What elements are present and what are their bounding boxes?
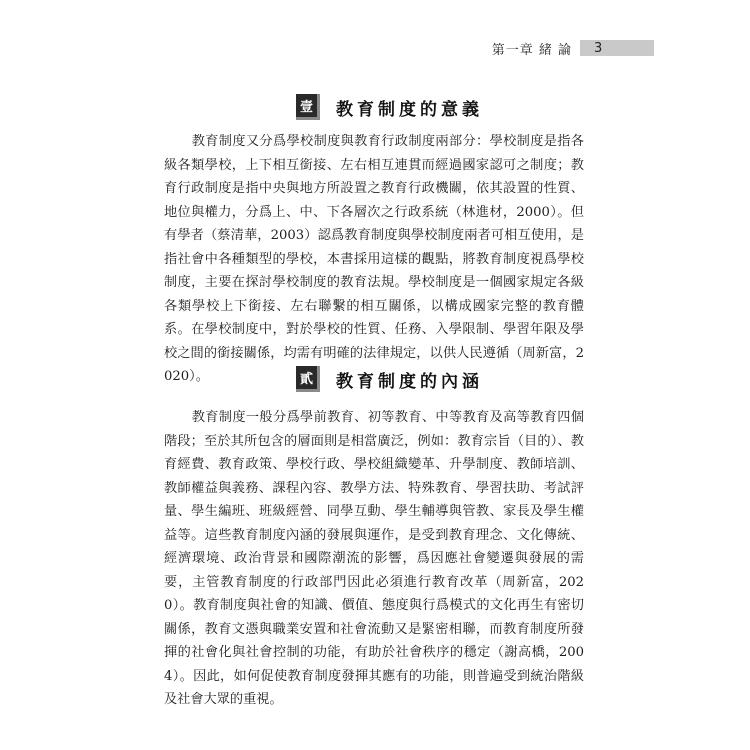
- running-header: [454, 38, 654, 58]
- section-2-body: 教育制度一般分爲學前教育、初等教育、中等教育及高等教育四個階段；至於其所包含的層面則是相當廣泛，例如：教育宗旨（目的）、教育經費、教育政策、學校行政、學校組織變革、升學制度、教師培訓、教師權益與義務、課程內容、教學方法、特殊教育、學習扶助、考試評量、學生編班、班級經營、同學互動、學生輔導與管教、家長及學生權益等。這些教育制度內涵的發展與運作，是受到教育理念、文化傳統、經濟環境、政治背景和國際潮流的影響，爲因應社會變遷與發展的需要，主管教育制度的行政部門因此必須進行教育改革（周新富，2020）。教育制度與社會的知識、價值、態度與行爲模式的文化再生有密切關係，教育文憑與職業安置和社會流動又是緊密相聯，而教育制度所發揮的社會化與社會控制的功能，有助於社會秩序的穩定（謝高橋，2004）。因此，如何促使教育制度發揮其應有的功能，則普遍受到統治階級及社會大眾的重視。: [164, 410, 584, 707]
- section-numeral-badge: 壹: [296, 94, 320, 120]
- section-numeral-badge: 貳: [296, 366, 320, 392]
- section-title: 教育制度的意義: [336, 99, 483, 120]
- section-title: 教育制度的內涵: [336, 371, 483, 392]
- page-number: 3: [580, 40, 654, 56]
- chapter-title: 第一章 緒 論: [491, 42, 572, 58]
- section-heading-2: [296, 366, 483, 392]
- section-1-body: 教育制度又分爲學校制度與教育行政制度兩部分：學校制度是指各級各類學校，上下相互銜接、左右相互連貫而經過國家認可之制度；教育行政制度是指中央與地方所設置之教育行政機關，依其設置的性質、地位與權力，分爲上、中、下各層次之行政系統（林進材，2000）。但有學者（蔡清華，2003）認爲教育制度與學校制度兩者可相互使用，是指社會中各種類型的學校，本書採用這樣的觀點，將教育制度視爲學校制度，主要在探討學校制度的教育法規。學校制度是一個國家規定各級各類學校上下銜接、左右聯繫的相互關係，以構成國家完整的教育體系。在學校制度中，對於學校的性質、任務、入學限制、學習年限及學校之間的銜接關係，均需有明確的法律規定，以供人民遵循（周新富，2020）。: [164, 134, 584, 384]
- section-heading-1: [296, 94, 483, 120]
